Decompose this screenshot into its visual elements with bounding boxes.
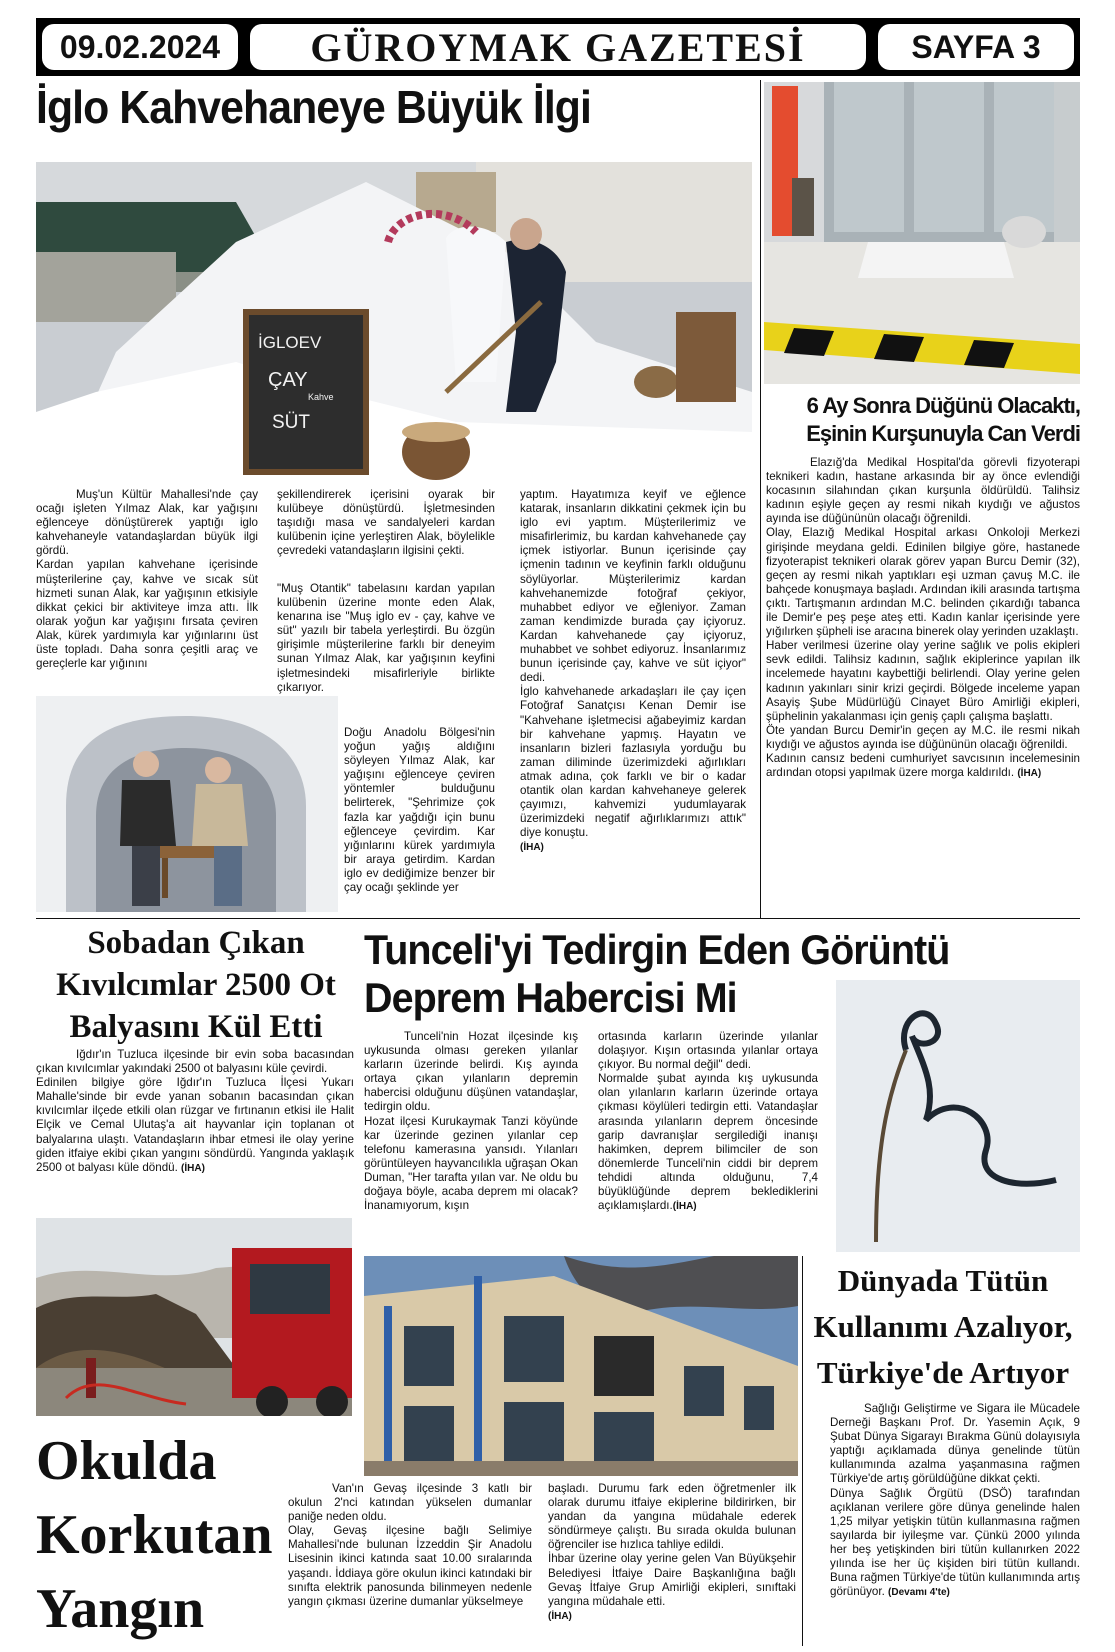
- column-divider-lower: [802, 1256, 803, 1646]
- school-fire-illustration: [364, 1256, 798, 1476]
- tutun-body: [830, 1402, 1080, 1600]
- school-col1-para-2: Olay, Gevaş ilçesine bağlı Selimiye Mahallesi'nde bulunan İzzeddin Şir Anadolu Lisesinin ikinci katında saat 10.00 sıralarında yaşandı. İddiaya göre okulun ikinci katındaki bir sınıfta elektrik panosunda bilinmeyen nedenle yangın çıkması üzerine dumanlar yükselmeye: [288, 1524, 532, 1608]
- fire-truck-illustration: [36, 1218, 352, 1416]
- crime-scene-illustration: [764, 82, 1080, 384]
- igloo-col1-para-2: Kardan yapılan kahvehane içerisinde müşterilerine çay, kahve ve sıcak süt hizmeti sunan Alak, kar yağışının etkisiyle dikkat çekici bir aktiviteye imza attı. İlk olarak yoğun kar yağışını fırsata çeviren Alak, kürek yardımıyla kar yığınlarını üst üste topladı. Daha sonra çeşitli araç ve gereçlerle kar yığınını: [36, 558, 258, 671]
- newspaper-name: GÜROYMAK GAZETESİ: [250, 24, 866, 70]
- soba-body: [36, 1048, 354, 1176]
- school-col2-para-2: İhbar üzerine olay yerine gelen Van Büyükşehir Belediyesi İtfaiye Daire Başkanlığına bağlı Gevaş İtfaiye Grup Amirliği ekipleri, sınıftaki yangına müdahale etti.: [548, 1552, 796, 1608]
- tunceli-headline-line1: Tunceli'yi Tedirgin Eden Görüntü: [364, 926, 950, 973]
- igloo-column-2-cont: [277, 582, 495, 695]
- wedding-source: (İHA): [1017, 768, 1042, 780]
- tutun-headline-line1: Dünyada Tütün: [837, 1263, 1049, 1298]
- soba-para-1: Iğdır'ın Tuzluca ilçesinde bir evin soba bacasından çıkan kıvılcımlar yakındaki 2500 ot balyasını küle çevirdi.: [36, 1048, 354, 1076]
- sign-text-line4: SÜT: [272, 412, 310, 433]
- igloo-interior-photo: [36, 696, 338, 912]
- sign-text-line2: ÇAY: [268, 369, 308, 391]
- soba-headline-line3: Balyasını Kül Etti: [69, 1009, 323, 1045]
- soba-source: (İHA): [181, 1162, 205, 1174]
- igloo-interior-illustration: [36, 696, 338, 912]
- wedding-para-2: Olay, Elazığ Medikal Hospital arkası Onkoloji Merkezi girişinde meydana geldi. Edinilen bilgiye göre, hastanede fizyoterapist teknikeri olarak görev yapan Burcu Demir (32), geçen ay resmi nikah yaptıkları eşi uzman çavuş M.C. ile bahçede konuşmaya başladı. Ardından ikili arasında tartışma çıktı. Tartışmanın ardından M.C. belinden çıkardığı tabanca ile Demir'e peş peşe ateş etti. Kadın kanlar içerisinde yere yığılırken şüpheli ise aracına binerek olay yerinden uzaklaştı.: [766, 526, 1080, 639]
- igloo-source: (İHA): [520, 842, 544, 854]
- wedding-headline-line2: Eşinin Kurşunuyla Can Verdi: [806, 421, 1080, 446]
- column-divider: [760, 80, 761, 918]
- tunceli-col2-para-1: ortasında karların üzerinde yılanlar dolaşıyor. Kışın ortasında yılanlar ortaya çıkıyor. Bu normal değil" dedi.: [598, 1030, 818, 1072]
- snake-illustration: [836, 980, 1080, 1252]
- fire-truck-photo: [36, 1218, 352, 1416]
- soba-para-2: Edinilen bilgiye göre Iğdır'ın Tuzluca İlçesi Yukarı Mahalle'sinde bir evde yanan sobanın bacasından çıkan kıvılcımlar ilçede etkili olan rüzgar ve fırtınanın etkisi ile Halit Elçik ve Cemal Ulutaş'a ait hayvanlar için toplanan ot balyalarına ulaştı. Vatandaşların ihbar etmesi ile olay yerine giden itfaiye ekibi çıkan yangını söndürdü. Yangında yaklaşık 2500 ot balyası küle döndü.: [36, 1076, 354, 1174]
- tunceli-col1-para-1: Tunceli'nin Hozat ilçesinde kış uykusunda olması gereken yılanlar karların üzerinde belirdi. Kış ayında ortaya çıkan yılanların depremin habercisi olduğunu düşünen vatandaşlar, tedirgin oldu.: [364, 1030, 578, 1114]
- sign-text-line3: Kahve: [308, 392, 334, 402]
- tutun-headline-line3: Türkiye'de Artıyor: [816, 1355, 1070, 1390]
- soba-headline-line2: Kıvılcımlar 2500 Ot: [56, 967, 336, 1003]
- tunceli-col1-para-2: Hozat ilçesi Kurukaymak Tanzi köyünde kar üzerinde gezinen yılanlar cep telefonu kamerasına yansıdı. Yılanları görüntüleyen hayvancılıkla uğraşan Okan Duman, "Her tarafta yılan var. Ne oldu bu doğaya böyle, acaba deprem mi olacak? İnanamıyorum, kışın: [364, 1114, 578, 1213]
- school-headline-line3: Yangın: [36, 1578, 205, 1640]
- igloo-headline: İglo Kahvehaneye Büyük İlgi: [36, 81, 591, 133]
- snake-photo: [836, 980, 1080, 1252]
- igloo-photo: [36, 162, 752, 486]
- tunceli-column-1: [364, 1030, 578, 1213]
- tutun-para-1: Sağlığı Geliştirme ve Sigara ile Mücadele Derneği Başkanı Prof. Dr. Yasemin Açık, 9 Şubat Dünya Sigarayı Bırakma Günü dolayısıyla yaptığı açıklamada dünya genelinde tütün kullanımında azalma yaşanmasına rağmen Türkiye'de artış görüldüğüne dikkat çekti.: [830, 1402, 1080, 1486]
- tutun-continued: (Devamı 4'te): [888, 1587, 950, 1599]
- sign-text-line1: İGLOEV: [258, 333, 322, 352]
- wedding-body: [766, 456, 1080, 781]
- igloo-col3-para-2: İglo kahvehanede arkadaşları ile çay içen Fotoğraf Sanatçısı Kenan Demir ise "Kahvehane işletmecisi ağabeyimiz kardan bir kahvehane yapmış. Hayatın ve insanların bizleri fazlasıyla yorduğu bu zaman diliminde üzerimizdeki ağırlıkları atmak adına, çok farklı ve bir o kadar otantik olan kardan kahvehaneye gelerek çayımızı, kahvemizi yudumlayarak üzerimizdeki negatif ağırlıklarımızı attık" diye konuştu.: [520, 685, 746, 840]
- igloo-col2-para-1: şekillendirerek içerisini oyarak bir kulübeye dönüştürdü. İşletmesinden taşıdığı masa ve sandalyeleri kardan kulübenin içine yerleştiren Alak, böylelikle çevredeki vatandaşların ilgisini çekti.: [277, 488, 495, 558]
- igloo-col3-para-1: yaptım. Hayatımıza keyif ve eğlence katarak, insanların dikkatini çekmek için bu iglo evi yaptım. Müşterilerimiz ve misafirlerimiz, bu kardan kahvehanede çay içmek istiyorlar. Bunun içerisinde çay içmenin tadının ve keyfinin farklı olduğunu söylüyorlar. Müşterilerimiz kardan kahvehanemizde fotoğraf çekiyor, muhabbet ediyor ve eğleniyor. Zaman zaman kendimizde burada çay içiyoruz. Kardan kahvehanede çay içiyoruz, muhabbet ve sohbet ediyoruz. İnsanlarımız bunun içerisinde çay, kahve ve süt içiyor" dedi.: [520, 488, 746, 685]
- igloo-column-2-lower: [344, 726, 495, 895]
- igloo-col1-para-1: Muş'un Kültür Mahallesi'nde çay ocağı işleten Yılmaz Alak, kar yağışını eğlenceye dönüştürerek yaptığı iglo kahvehaneyle vatandaşlardan büyük ilgi gördü.: [36, 488, 258, 558]
- igloo-column-2: [277, 488, 495, 558]
- school-col2-para-1: başladı. Durumu fark eden öğretmenler ilk olarak durumu itfaiye ekiplerine bildirirken, bir yandan da yangına müdahale ederek söndürmeye çalıştı. Bu sırada okulda bulunan öğrenciler ise hızlıca tahliye edildi.: [548, 1482, 796, 1552]
- section-divider: [36, 918, 1080, 919]
- wedding-para-4: Öte yandan Burcu Demir'in geçen ay M.C. ile resmi nikah kıydığı ve ağustos ayında ise düğününün olacağı öğrenildi.: [766, 723, 1080, 751]
- soba-headline: [36, 922, 356, 1048]
- tunceli-source: (İHA): [672, 1201, 697, 1213]
- tunceli-headline-line2: Deprem Habercisi Mi: [364, 974, 737, 1021]
- school-column-2: [548, 1482, 796, 1624]
- tutun-headline-line2: Kullanımı Azalıyor,: [813, 1309, 1073, 1344]
- masthead: [36, 18, 1080, 76]
- tunceli-col2-para-2: Normalde şubat ayında kış uykusunda olan yılanların karların üzerinde ortaya çıkması köylüleri tedirgin etti. Vatandaşlar arasında yılanların deprem öncesinde garip davranışlar sergilediği inanışı hakimken, deprem bilimciler de son dönemlerde Tunceli'nin ciddi bir deprem tehdidi altında olduğunu, 7,4 büyüklüğünde deprem beklediklerini açıklamışlardı.: [598, 1072, 818, 1213]
- issue-date: 09.02.2024: [42, 24, 238, 70]
- school-headline: [36, 1424, 316, 1646]
- tunceli-column-2: [598, 1030, 818, 1214]
- igloo-column-1: [36, 488, 258, 671]
- school-col1-para-1: Van'ın Gevaş ilçesinde 3 katlı bir okulun 2'nci katından yükselen dumanlar paniğe neden oldu.: [288, 1482, 532, 1524]
- tutun-headline: [806, 1258, 1080, 1396]
- igloo-illustration: [36, 162, 752, 486]
- school-headline-line1: Okulda: [36, 1430, 217, 1492]
- tutun-para-2: Dünya Sağlık Örgütü (DSÖ) tarafından açıklanan verilere göre dünya genelinde halen 1,25 milyar yetişkin tütün kullanmasına rağmen sayılarda bir iyileşme var. Çünkü 2000 yılında her beş yetişkinden biri tütün kullanırken 2022 yılında ise her üç kişiden biri tütün kullandı. Buna rağmen Türkiye'de tütün kullanımında artış görünüyor.: [830, 1486, 1080, 1599]
- igloo-col2-para-3: Doğu Anadolu Bölgesi'nin yoğun yağış aldığını söyleyen Yılmaz Alak, kar yağışını eğlenceye çeviren yöntemler bulduğunu belirterek, "Şehrimize çok fazla kar yağdığı için bunu eğlenceye çevirdim. Kar yığınlarını kürek yardımıyla bir araya getirdim. Kardan iglo ev dediğimize benzer bir çay ocağı şeklinde yer: [344, 726, 495, 895]
- school-headline-line2: Korkutan: [36, 1504, 273, 1566]
- igloo-column-3: [520, 488, 746, 855]
- wedding-para-3: Haber verilmesi üzerine olay yerine sağlık ve polis ekipleri sevk edildi. Talihsiz kadının, sağlık ekiplerince yapılan ilk incelemede hayatını kaybettiği belirlendi. Olay yerine gelen kadının yakınları sinir krizi geçirdi. Bölgede inceleme yapan Asayiş Şube Müdürlüğü Cinayet Büro Amirliği ekipleri, şüphelinin yakalanması için geniş çaplı çalışma başlattı.: [766, 639, 1080, 723]
- wedding-headline-line1: 6 Ay Sonra Düğünü Olacaktı,: [806, 393, 1080, 418]
- wedding-para-5: Kadının cansız bedeni cumhuriyet savcısının incelemesinin ardından otopsi yapılmak üzere morga kaldırıldı.: [766, 751, 1080, 780]
- page-number: SAYFA 3: [878, 24, 1074, 70]
- wedding-headline: [768, 392, 1080, 448]
- igloo-col2-para-2: "Muş Otantik" tabelasını kardan yapılan kulübenin üzerine monte eden Alak, kenarına ise "Muş iglo ev - çay, kahve ve süt" yazılı bir tabela yerleştirdi. Bu özgün girişimle müşterilerine farklı bir deneyim sunan Yılmaz Alak, kar yağışının keyfini işletmesindeki misafirleriyle birlikte çıkarıyor.: [277, 582, 495, 694]
- wedding-para-1: Elazığ'da Medikal Hospital'da görevli fizyoterapi teknikeri kadın, hastane arkasında bir ay önce evlendiği kocasının silahından çıkan kurşunla öldürüldü. Talihsiz kadının eşiyle geçen ay resmi nikah kıydığı ve ağustos ayında ise düğününün olacağı öğrenildi.: [766, 456, 1080, 526]
- school-source: (İHA): [548, 1610, 572, 1622]
- soba-headline-line1: Sobadan Çıkan: [87, 925, 305, 961]
- school-fire-photo: [364, 1256, 798, 1476]
- school-column-1: [288, 1482, 532, 1609]
- crime-scene-photo: [764, 82, 1080, 384]
